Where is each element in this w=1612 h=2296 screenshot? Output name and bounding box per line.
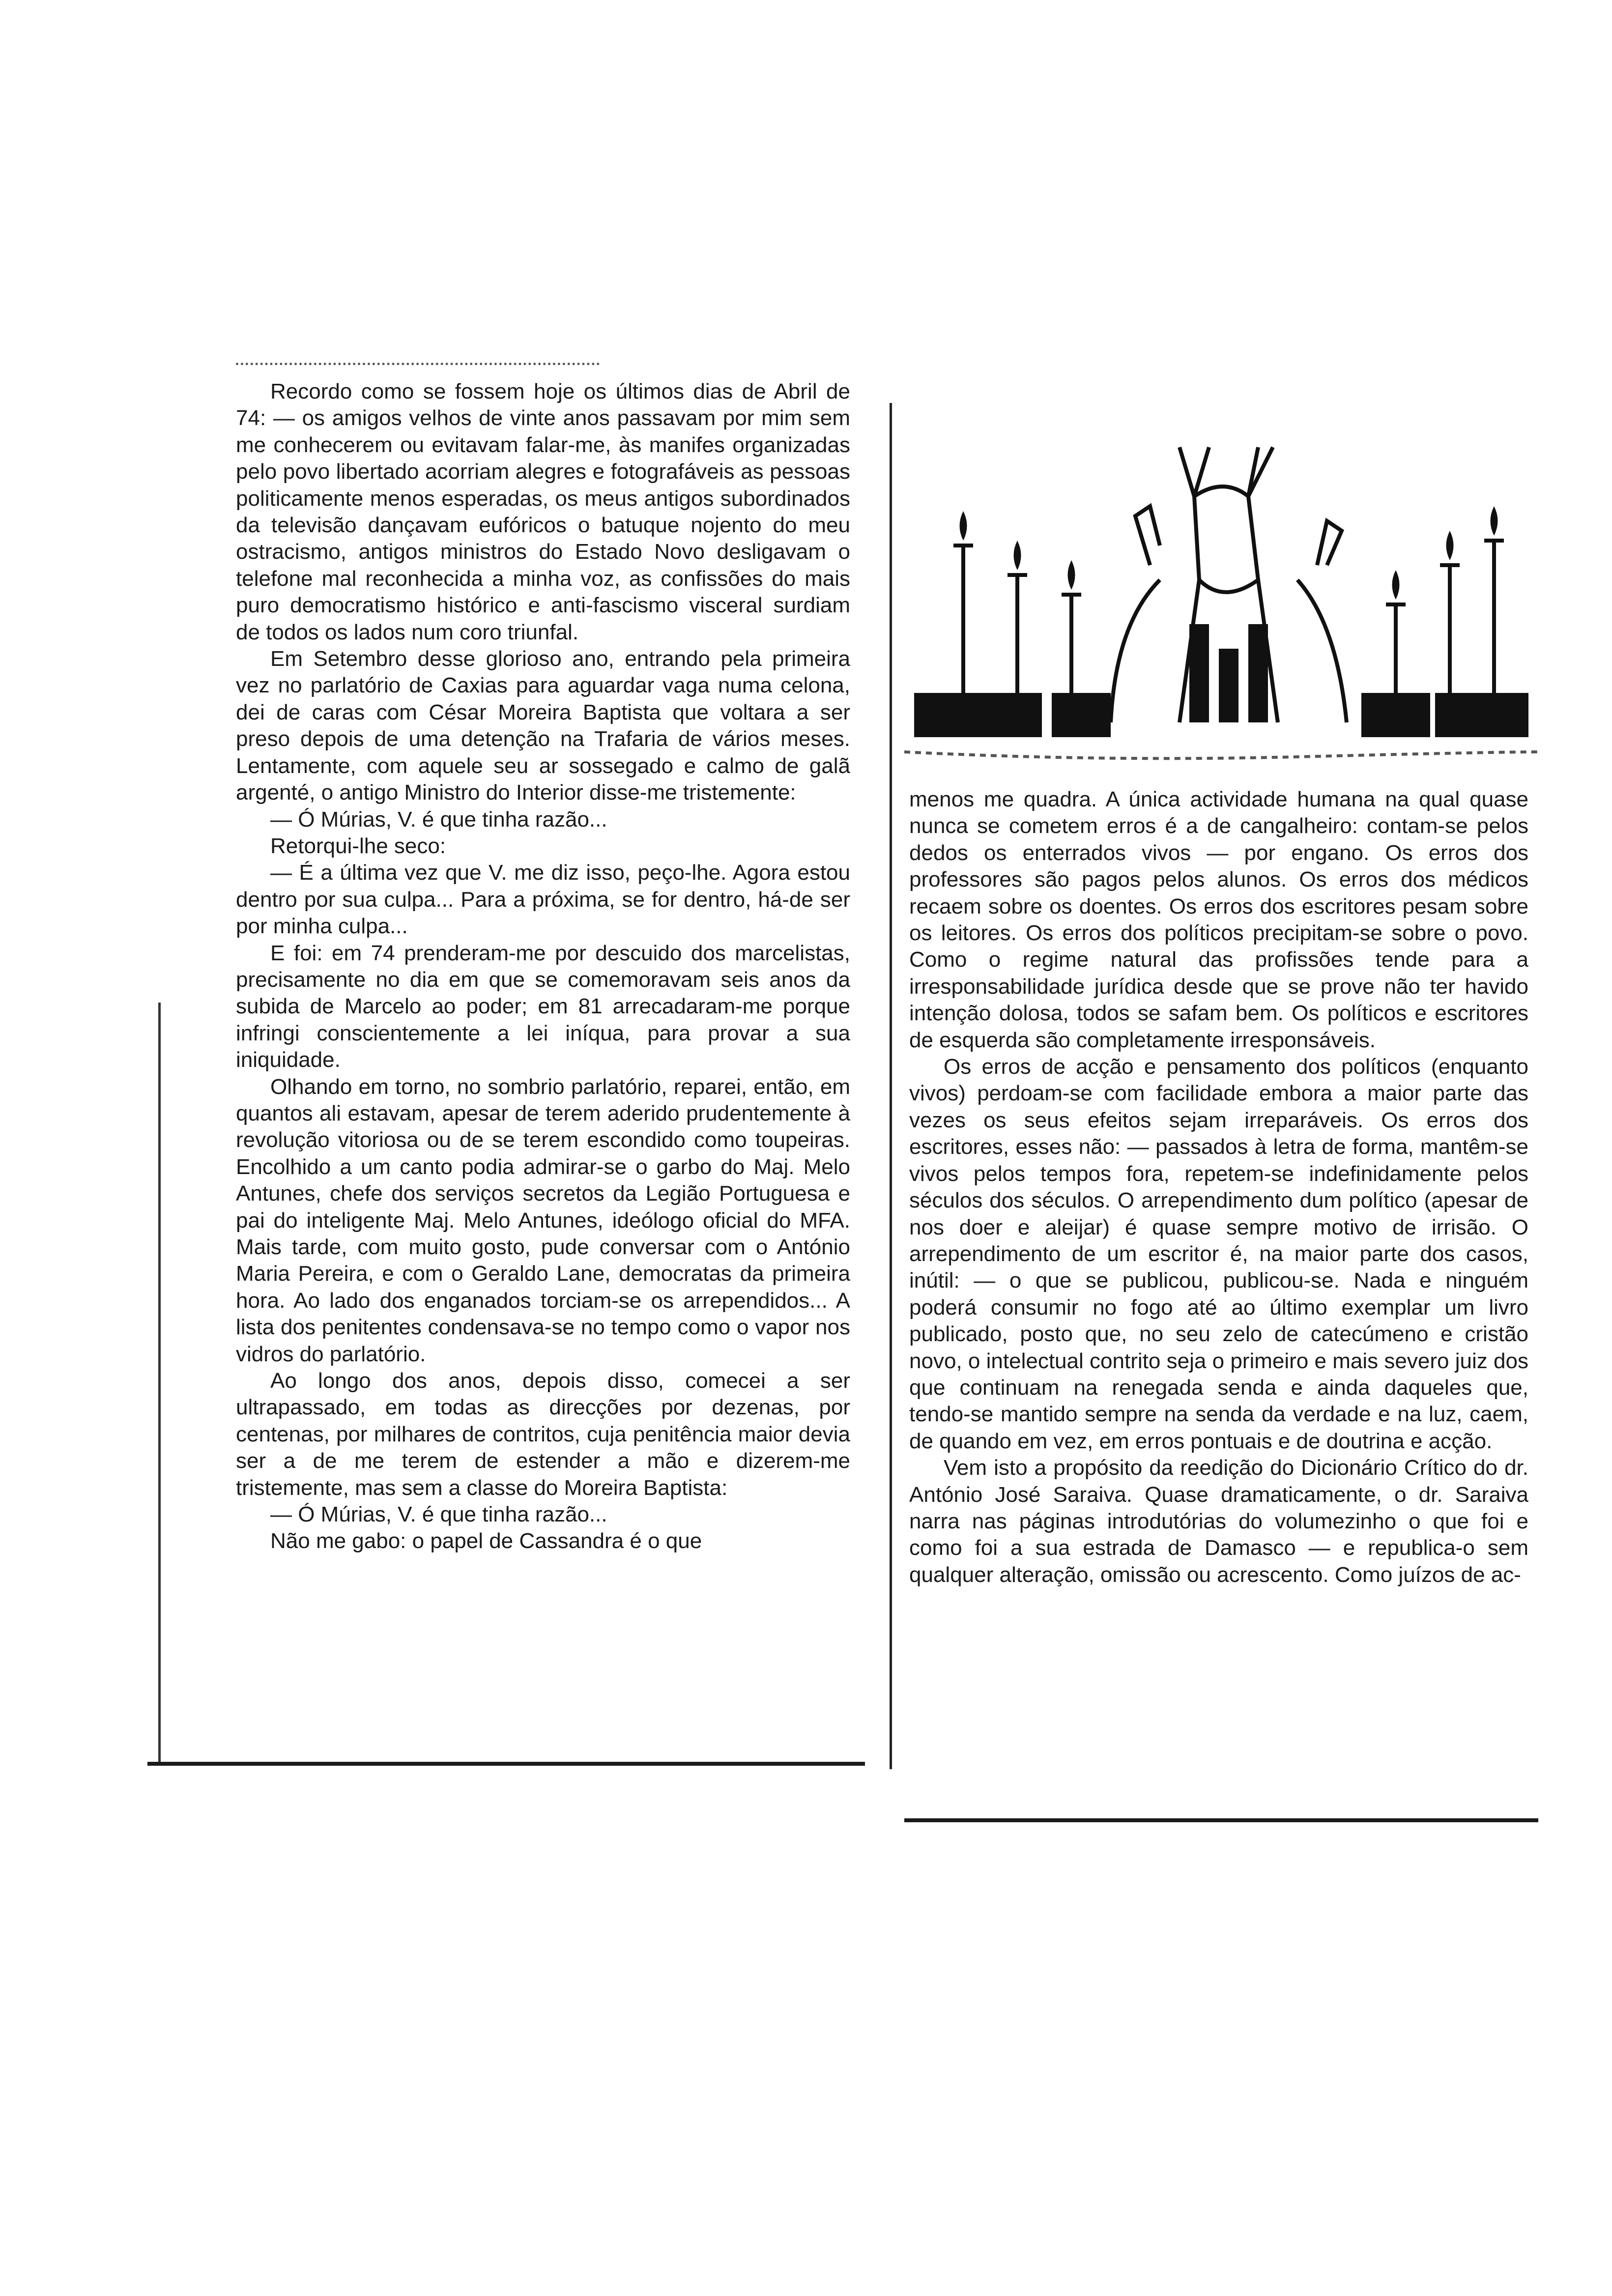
- paragraph: Não me gabo: o papel de Cassandra é o que: [270, 1529, 702, 1553]
- paragraph: Olhando em torno, no sombrio parlatório, reparei, então, em quantos ali estavam, apesar de terem aderido prudentemente à revolução vitoriosa ou de se terem escondido como toupeiras. Encolhido a um canto podia admirar-se o garbo do Maj. Melo Antunes, chefe dos serviços secretos da Legião Portuguesa e pai do inteligente Maj. Melo Antunes, ideólogo oficial do MFA. Mais tarde, com muito gosto, pude conversar com o António Maria Pereira, e com o Geraldo Lane, democratas da primeira hora. Ao lado dos enganados torciam-se os arrependidos... A lista dos penitentes condensava-se no tempo como o vapor nos vidros do parlatório.: [236, 1074, 850, 1366]
- paragraph: Recordo como se fossem hoje os últimos dias de Abril de 74: — os amigos velhos de vinte anos passavam por mim sem me conhecerem ou evitavam falar-me, às manifes organizadas pelo povo libertado acorriam alegres e fotografáveis as pessoas politicamente menos esperadas, os meus antigos subordinados da televisão dançavam eufóricos o batuque nojento do meu ostracismo, antigos ministros do Estado Novo desligavam o telefone mal reconhecida a minha voz, as confissões do mais puro democratismo histórico e anti-fascismo visceral surdiam de todos os lados num coro triunfal.: [236, 379, 850, 644]
- paragraph: Os erros de acção e pensamento dos políticos (enquanto vivos) perdoam-se com facilidade embora a maior parte das vezes os seus efeitos sejam irreparáveis. Os erros dos escritores, esses não: — passados à letra de forma, mantêm-se vivos pelos tempos fora, repetem-se indefinidamente pelos séculos dos séculos. O arrependimento dum político (apesar de nos doer e aleijar) é quase sempre motivo de irrisão. O arrependimento de um escritor é, na maior parte dos casos, inútil: — o que se publicou, publicou-se. Nada e ninguém poderá consumir no fogo até ao último exemplar um livro publicado, posto que, no seu zelo de catecúmeno e cristão novo, o intelectual contrito seja o primeiro e mais severo juiz dos que continuam na renegada senda e ainda daqueles que, tendo-se mantido sempre na senda da verdade e na luz, caem, de quando em vez, em erros pontuais e de doutrina e acção.: [909, 1055, 1528, 1453]
- column-divider: [890, 403, 892, 1769]
- dialogue-line: Retorqui-lhe seco:: [270, 833, 446, 858]
- scan-artifact-top: [236, 363, 600, 365]
- dialogue-line: — Ó Múrias, V. é que tinha razão...: [270, 807, 607, 832]
- dialogue-line: — É a última vez que V. me diz isso, peço-lhe. Agora estou dentro por sua culpa... Para a próxima, se for dentro, há-de ser por minha culpa...: [236, 861, 850, 939]
- paragraph: Ao longo dos anos, depois disso, comecei a ser ultrapassado, em todas as direcções por dezenas, por centenas, por milhares de contritos, cuja penitência maior devia ser a de me terem de estender a mão e dizerem-me tristemente, mas sem a classe do Moreira Baptista:: [236, 1369, 850, 1500]
- article-right-column: [909, 786, 1528, 1789]
- bottom-rule-left: [147, 1762, 865, 1766]
- margin-mark: [158, 1003, 161, 1764]
- bottom-rule-right: [904, 1818, 1538, 1822]
- paragraph: Vem isto a propósito da reedição do Dicionário Crítico do dr. António José Saraiva. Quase dramaticamente, o dr. Saraiva narra nas páginas introdutórias do volumezinho o que foi e como foi a sua estrada de Damasco — e republica-o sem qualquer alteração, omissão ou acrescento. Como juízos de ac-: [909, 1456, 1528, 1587]
- paragraph: E foi: em 74 prenderam-me por descuido dos marcelistas, precisamente no dia em que se comemoravam seis anos da subida de Marcelo ao poder; em 81 arrecadaram-me porque infringi conscientemente a lei iníqua, para provar a sua iniquidade.: [236, 941, 850, 1072]
- paragraph: Em Setembro desse glorioso ano, entrando pela primeira vez no parlatório de Caxias para aguardar vaga numa celona, dei de caras com César Moreira Baptista que voltara a ser preso depois de uma detenção na Trafaria de vários meses. Lentamente, com aquele seu ar sossegado e calmo de galã argenté, o antigo Ministro do Interior disse-me tristemente:: [236, 647, 850, 805]
- cartoon-illustration: [904, 418, 1538, 772]
- paragraph: menos me quadra. A única actividade humana na qual quase nunca se cometem erros é a de cangalheiro: contam-se pelos dedos os enterrados vivos — por engano. Os erros dos professores são pagos pelos alunos. Os erros dos médicos recaem sobre os doentes. Os erros dos escritores pesam sobre os leitores. Os erros dos políticos precipitam-se sobre o povo. Como o regime natural das profissões tende para a irresponsabilidade jurídica desde que se prove não ter havido intenção dolosa, todos se safam bem. Os políticos e escritores de esquerda são completamente irresponsáveis.: [909, 787, 1528, 1052]
- article-left-column: [236, 378, 850, 1769]
- dialogue-line: — Ó Múrias, V. é que tinha razão...: [270, 1502, 607, 1527]
